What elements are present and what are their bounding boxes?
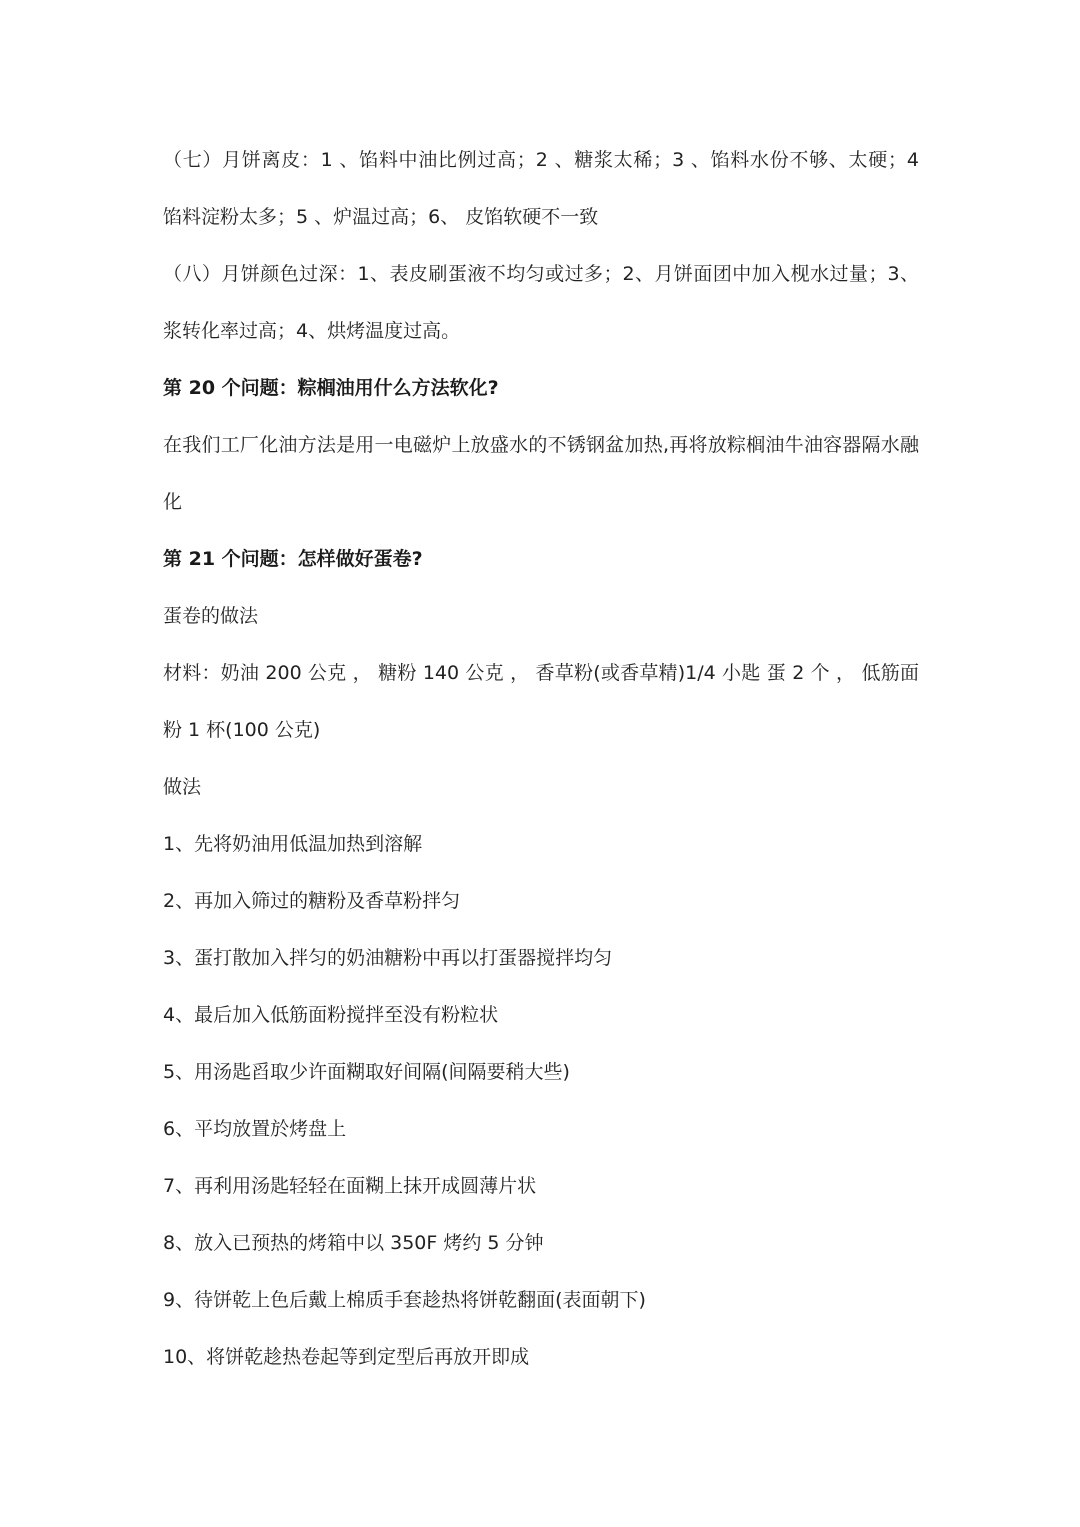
section-eight-line-2: 浆转化率过高；4、烘烤温度过高。	[163, 320, 461, 342]
section-eight-line-1: （八）月饼颜色过深：1、表皮刷蛋液不均匀或过多；2、月饼面团中加入枧水过量；3、	[163, 263, 919, 285]
step-4: 4、最后加入低筋面粉搅拌至没有粉粒状	[163, 1004, 499, 1026]
question-20-heading: 第 20 个问题：粽榈油用什么方法软化?	[163, 377, 499, 399]
step-9: 9、待饼乾上色后戴上棉质手套趁热将饼乾翻面(表面朝下)	[163, 1289, 646, 1311]
step-6: 6、平均放置於烤盘上	[163, 1118, 347, 1140]
step-1: 1、先将奶油用低温加热到溶解	[163, 833, 423, 855]
materials-line-1: 材料：奶油 200 公克 ， 糖粉 140 公克 ， 香草粉(或香草精)1/4 小匙 蛋 2 个 ， 低筋面	[163, 662, 919, 684]
section-seven-line-2: 馅料淀粉太多；5 、炉温过高；6、 皮馅软硬不一致	[163, 206, 599, 228]
step-10: 10、将饼乾趁热卷起等到定型后再放开即成	[163, 1346, 530, 1368]
question-20-answer-line-2: 化	[163, 491, 183, 513]
recipe-title: 蛋卷的做法	[163, 605, 259, 627]
document-page	[163, 132, 919, 1386]
question-21-heading: 第 21 个问题：怎样做好蛋卷?	[163, 548, 423, 570]
section-seven-line-1: （七）月饼离皮：1 、馅料中油比例过高；2 、糖浆太稀；3 、馅料水份不够、太硬；4	[163, 149, 919, 171]
step-8: 8、放入已预热的烤箱中以 350F 烤约 5 分钟	[163, 1232, 544, 1254]
step-3: 3、蛋打散加入拌匀的奶油糖粉中再以打蛋器搅拌均匀	[163, 947, 613, 969]
method-title: 做法	[163, 776, 202, 798]
materials-line-2: 粉 1 杯(100 公克)	[163, 719, 321, 741]
step-5: 5、用汤匙舀取少许面糊取好间隔(间隔要稍大些)	[163, 1061, 570, 1083]
question-20-answer-line-1: 在我们工厂化油方法是用一电磁炉上放盛水的不锈钢盆加热,再将放粽榈油牛油容器隔水融	[163, 434, 919, 456]
step-2: 2、再加入筛过的糖粉及香草粉拌匀	[163, 890, 461, 912]
step-7: 7、再利用汤匙轻轻在面糊上抹开成圆薄片状	[163, 1175, 537, 1197]
